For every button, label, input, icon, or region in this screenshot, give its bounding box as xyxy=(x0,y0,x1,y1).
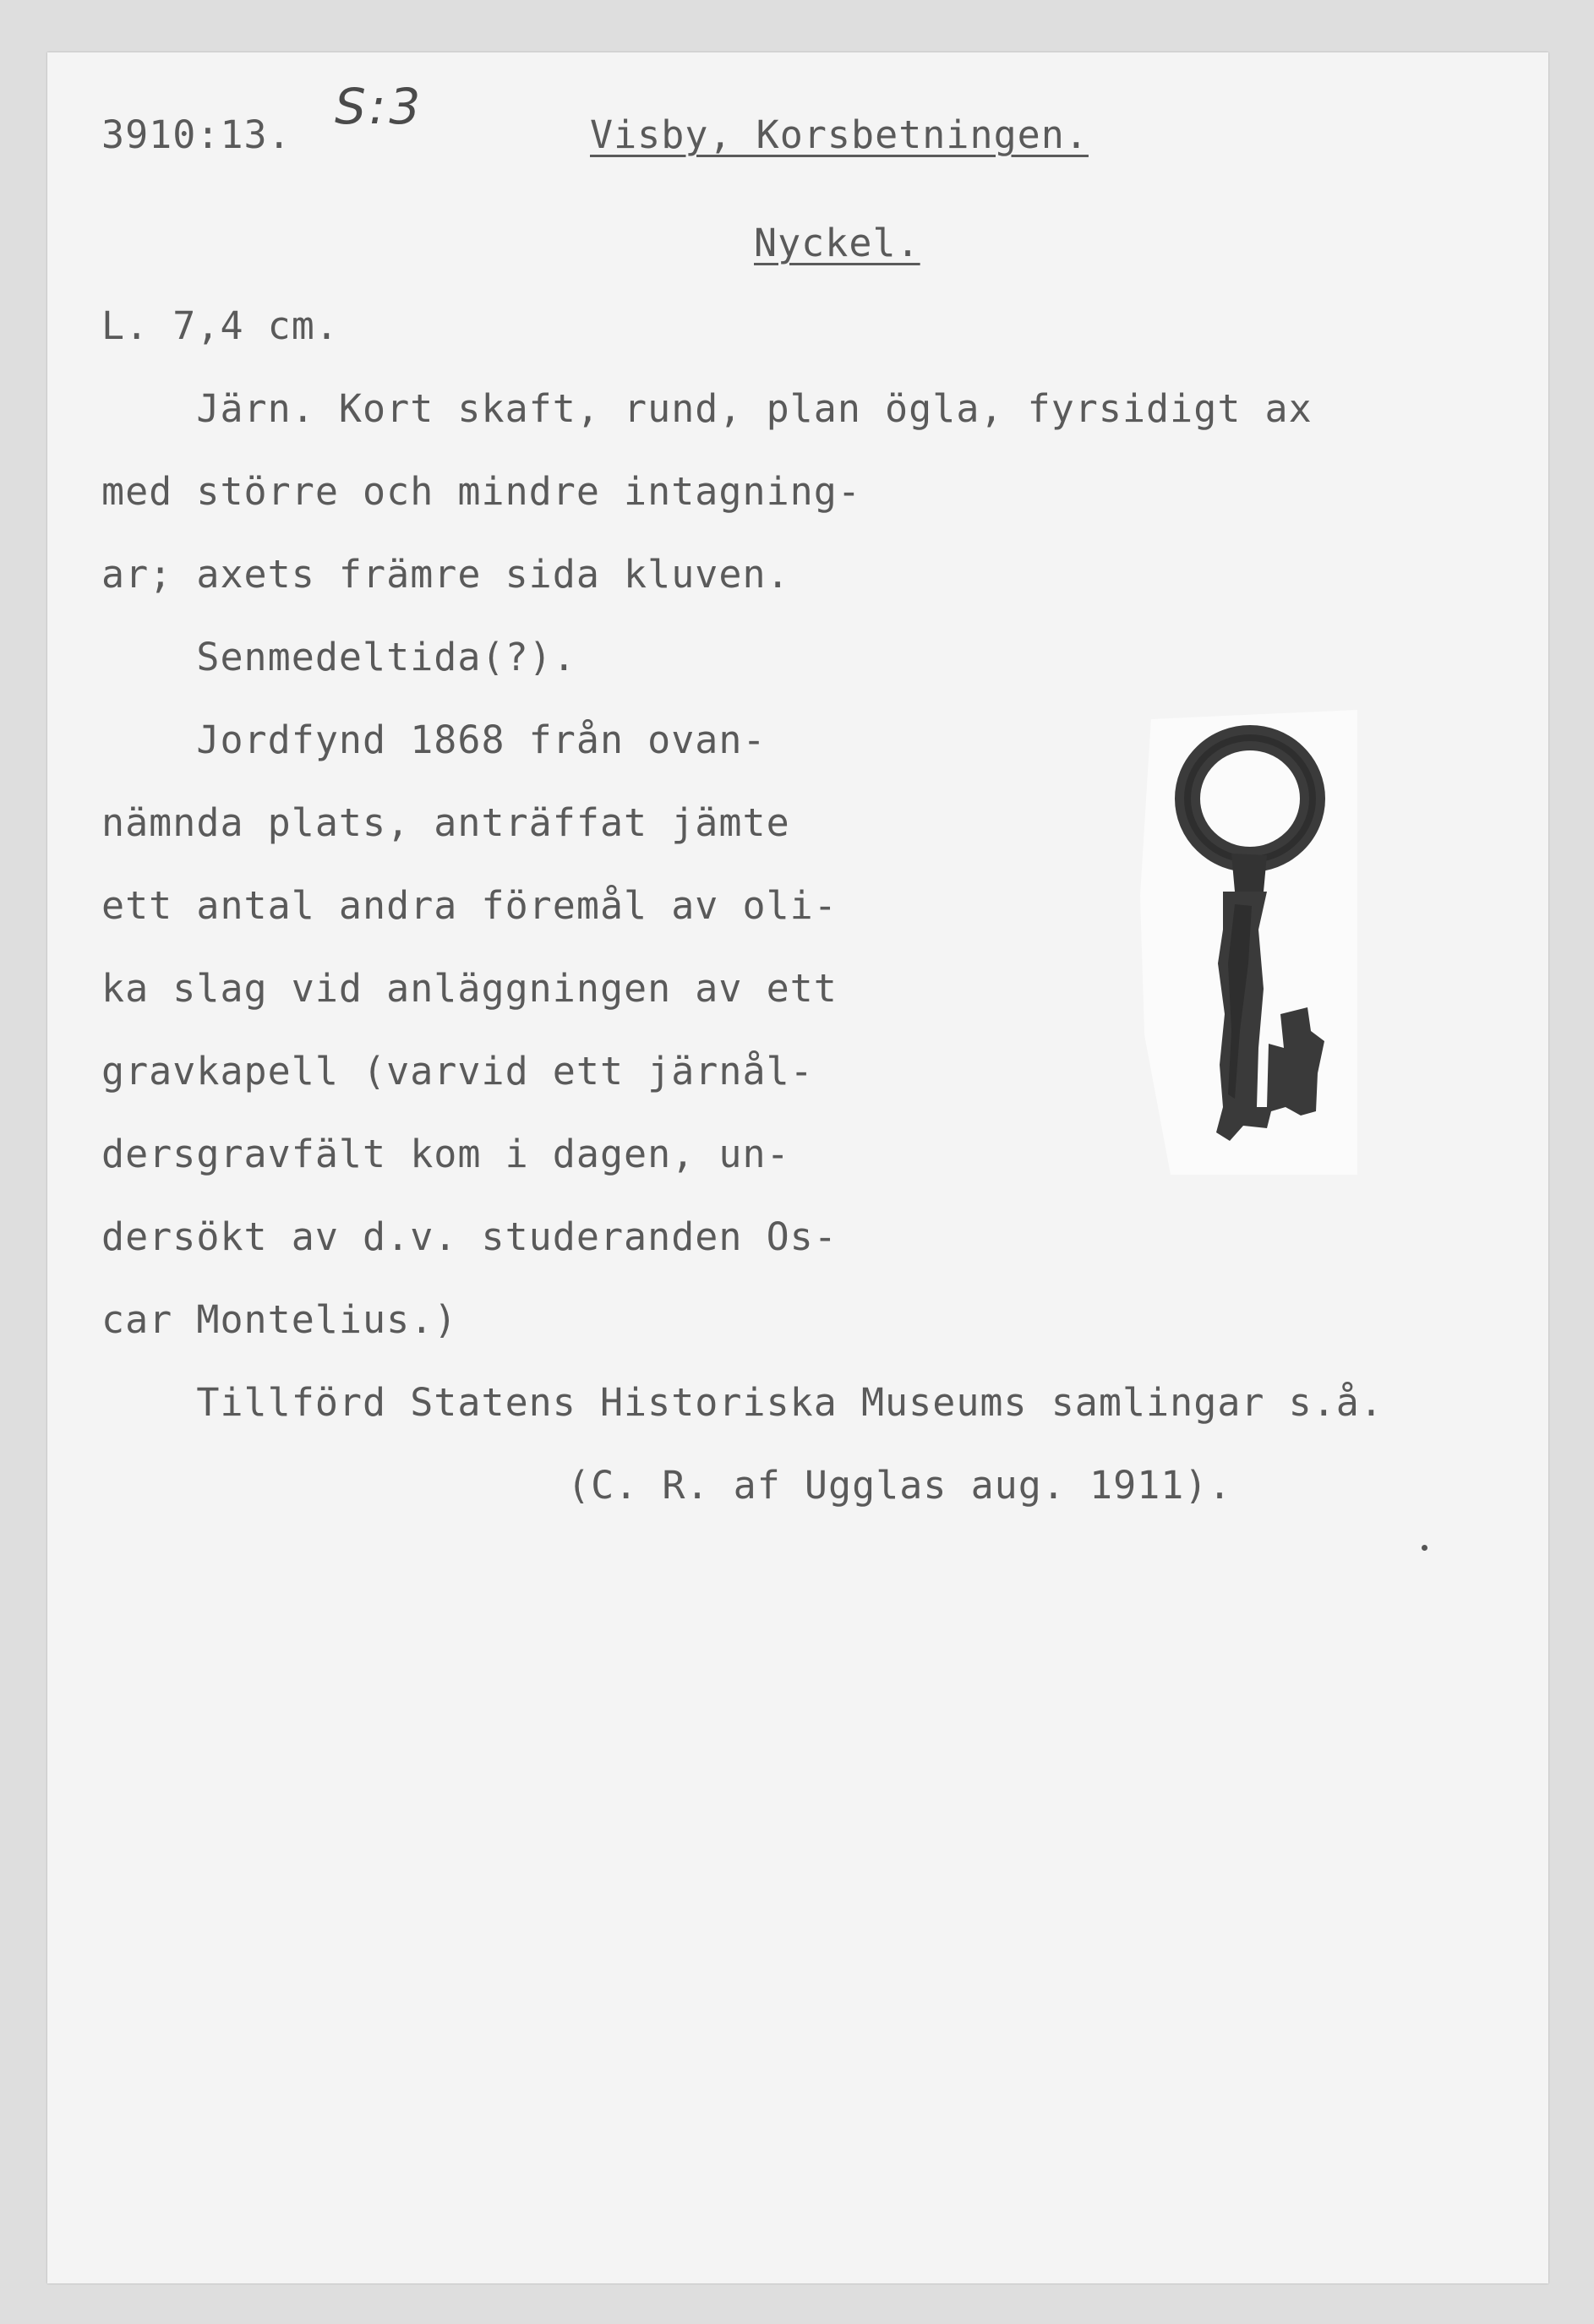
find-context-line-8: car Montelius.) xyxy=(101,1297,458,1342)
find-context-line-6: dersgravfält kom i dagen, un- xyxy=(101,1132,790,1176)
description-line-2: med större och mindre intagning- xyxy=(101,469,861,514)
description-line-3: ar; axets främre sida kluven. xyxy=(101,552,790,597)
ink-speck xyxy=(1422,1545,1428,1551)
location-heading: Visby, Korsbetningen. xyxy=(590,112,1089,157)
key-photograph xyxy=(1140,710,1357,1175)
find-context-line-1: Jordfynd 1868 från ovan- xyxy=(101,717,767,762)
accession-note: Tillförd Statens Historiska Museums samlingar s.å. xyxy=(101,1380,1384,1425)
length-measurement: L. 7,4 cm. xyxy=(101,303,339,348)
object-name: Nyckel. xyxy=(754,221,920,265)
catalog-card xyxy=(47,52,1548,2283)
description-line-1: Järn. Kort skaft, rund, plan ögla, fyrsidigt ax xyxy=(101,386,1313,431)
find-context-line-3: ett antal andra föremål av oli- xyxy=(101,883,838,928)
dating-text: Senmedeltida(?). xyxy=(101,635,576,679)
iron-key-icon xyxy=(1140,710,1357,1175)
find-context-line-5: gravkapell (varvid ett järnål- xyxy=(101,1049,814,1094)
find-context-line-4: ka slag vid anläggningen av ett xyxy=(101,966,838,1011)
handwritten-mark: S:3 xyxy=(335,78,424,135)
signature-line: (C. R. af Ugglas aug. 1911). xyxy=(567,1463,1232,1508)
accession-number: 3910:13. xyxy=(101,112,292,157)
find-context-line-7: dersökt av d.v. studeranden Os- xyxy=(101,1214,838,1259)
find-context-line-2: nämnda plats, anträffat jämte xyxy=(101,800,790,845)
